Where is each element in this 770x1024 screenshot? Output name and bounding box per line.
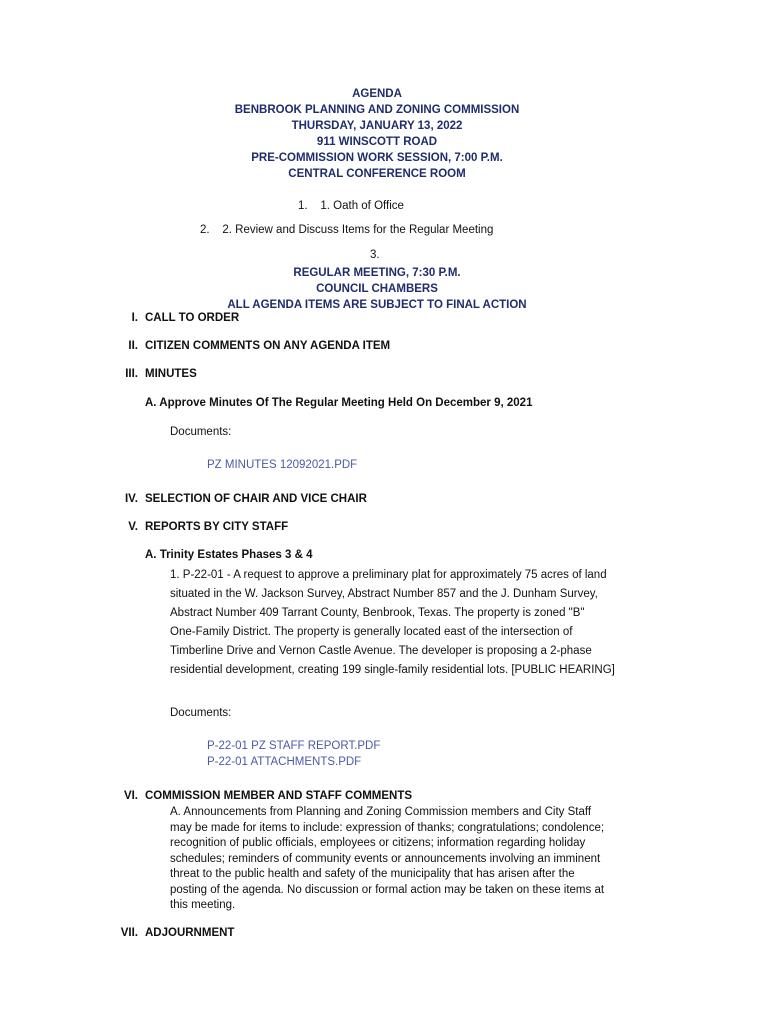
header-line: 911 WINSCOTT ROAD xyxy=(316,136,438,148)
reports-item-a: A. Trinity Estates Phases 3 & 4 xyxy=(145,549,313,561)
plat-request-description xyxy=(170,566,690,680)
section-title: CALL TO ORDER xyxy=(145,312,240,324)
item-number: 2. xyxy=(200,224,210,236)
item-number: 3. xyxy=(370,249,380,261)
work-session-item-1 xyxy=(298,200,404,212)
header-line: CENTRAL CONFERENCE ROOM xyxy=(288,168,466,180)
item-number: 1. xyxy=(298,200,308,212)
paragraph-line: threat to the public health and safety of the municipality that has arisen after the xyxy=(170,868,575,880)
paragraph-line: this meeting. xyxy=(170,899,236,911)
paragraph-line: posting of the agenda. No discussion or formal action may be taken on these items at xyxy=(170,883,605,896)
regular-meeting-line: ALL AGENDA ITEMS ARE SUBJECT TO FINAL ACTION xyxy=(227,299,527,311)
item-text: 2. Review and Discuss Items for the Regular Meeting xyxy=(222,224,494,236)
paragraph-line: A. Announcements from Planning and Zoning Commission members and City Staff xyxy=(170,806,592,818)
section-title: SELECTION OF CHAIR AND VICE CHAIR xyxy=(145,493,367,505)
document-link[interactable]: P-22-01 PZ STAFF REPORT.PDF xyxy=(207,740,381,752)
section-number: II. xyxy=(128,340,138,352)
description-line: 1. P-22-01 - A request to approve a preliminary plat for approximately 75 acres of land xyxy=(170,569,607,581)
regular-meeting-line: COUNCIL CHAMBERS xyxy=(316,283,438,295)
announcements-paragraph xyxy=(170,805,670,914)
description-line: residential development, creating 199 single-family residential lots. [PUBLIC HEARING] xyxy=(170,664,615,676)
minutes-item-a: A. Approve Minutes Of The Regular Meeting Held On December 9, 2021 xyxy=(145,397,533,409)
agenda-header xyxy=(0,86,754,182)
section-title: ADJOURNMENT xyxy=(145,927,235,939)
work-session-item-3 xyxy=(370,249,380,261)
document-link[interactable]: PZ MINUTES 12092021.PDF xyxy=(207,459,358,471)
description-line: One-Family District. The property is generally located east of the intersection of xyxy=(170,626,573,638)
work-session-item-2 xyxy=(200,224,493,236)
document-link[interactable]: P-22-01 ATTACHMENTS.PDF xyxy=(207,756,362,768)
section-number: VI. xyxy=(123,790,138,802)
description-line: situated in the W. Jackson Survey, Abstract Number 857 and the J. Dunham Survey, xyxy=(170,588,598,600)
section-number: I. xyxy=(131,312,138,324)
documents-label: Documents: xyxy=(170,426,232,438)
regular-meeting-header xyxy=(0,265,754,313)
header-line: THURSDAY, JANUARY 13, 2022 xyxy=(291,120,463,132)
section-title: REPORTS BY CITY STAFF xyxy=(145,521,289,533)
regular-meeting-line: REGULAR MEETING, 7:30 P.M. xyxy=(293,267,461,279)
section-number: VII. xyxy=(120,927,138,939)
section-number: V. xyxy=(128,521,138,533)
paragraph-line: may be made for items to include: expression of thanks; congratulations; condolence; xyxy=(170,821,605,834)
description-line: Timberline Drive and Vernon Castle Avenue. The developer is proposing a 2-phase xyxy=(170,645,592,657)
header-line: BENBROOK PLANNING AND ZONING COMMISSION xyxy=(234,104,520,116)
header-line: PRE-COMMISSION WORK SESSION, 7:00 P.M. xyxy=(251,152,503,164)
section-title: CITIZEN COMMENTS ON ANY AGENDA ITEM xyxy=(145,340,391,352)
section-title: COMMISSION MEMBER AND STAFF COMMENTS xyxy=(145,790,413,802)
header-line: AGENDA xyxy=(352,88,402,100)
description-line: Abstract Number 409 Tarrant County, Benbrook, Texas. The property is zoned "B" xyxy=(170,607,585,619)
documents-label: Documents: xyxy=(170,707,232,719)
item-text: 1. Oath of Office xyxy=(320,200,404,212)
paragraph-line: schedules; reminders of community events or announcements involving an imminent xyxy=(170,852,601,865)
paragraph-line: recognition of public officials, employees or citizens; information regarding holiday xyxy=(170,837,586,849)
section-title: MINUTES xyxy=(145,368,197,380)
section-number: IV. xyxy=(124,493,138,505)
section-number: III. xyxy=(125,368,138,380)
